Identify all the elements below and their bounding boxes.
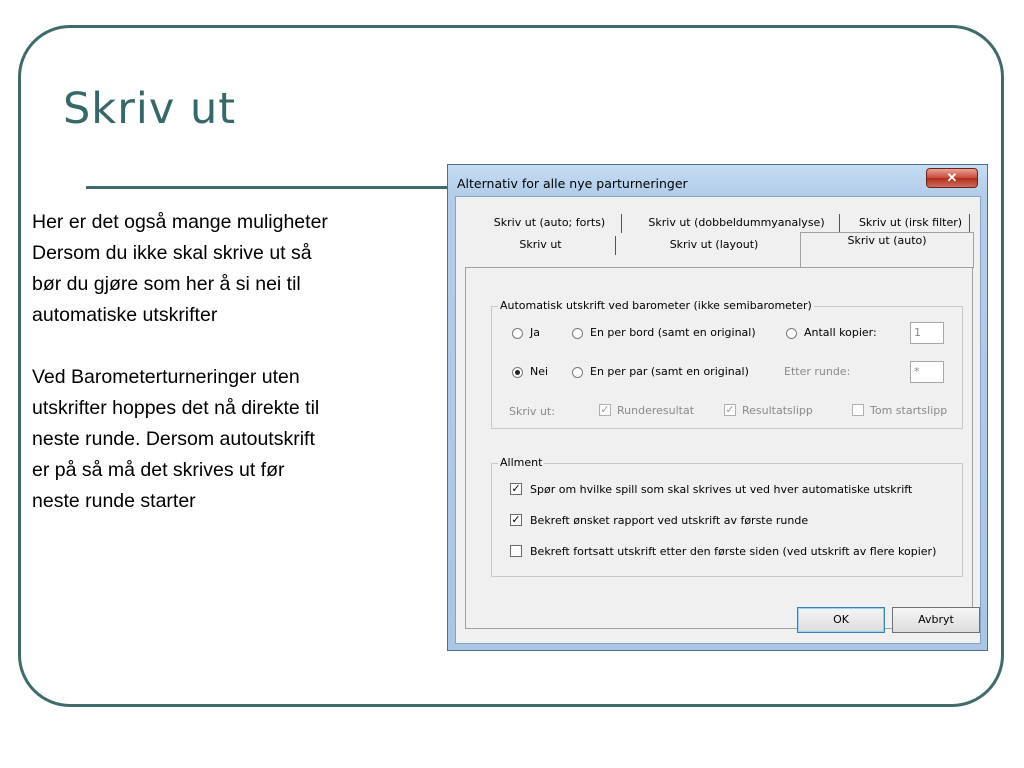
- radio-per-bord[interactable]: [572, 328, 583, 339]
- radio-per-par-label: En per par (samt en original): [590, 365, 749, 378]
- tab-auto[interactable]: Skriv ut (auto): [800, 232, 974, 268]
- auto-print-group: [491, 299, 963, 429]
- slide-body: [32, 207, 432, 548]
- text-line: Ved Barometerturneringer uten: [32, 366, 300, 388]
- skriv-ut-label: Skriv ut:: [509, 405, 555, 418]
- radio-per-bord-label: En per bord (samt en original): [590, 326, 756, 339]
- slide-title: Skriv ut: [63, 84, 237, 134]
- spor-spill-checkbox[interactable]: ✓: [511, 482, 521, 495]
- allment-group: [491, 456, 963, 577]
- etter-runde-input[interactable]: *: [910, 361, 944, 383]
- runderesultat-label: Runderesultat: [617, 404, 695, 417]
- auto-print-legend: Automatisk utskrift ved barometer (ikke semibarometer): [500, 299, 812, 312]
- bekreft-fortsatt-checkbox[interactable]: [510, 545, 522, 557]
- text-line: neste runde starter: [32, 490, 196, 512]
- options-dialog: [447, 164, 988, 651]
- runderesultat-checkbox[interactable]: ✓: [600, 403, 610, 416]
- spor-spill-label: Spør om hvilke spill som skal skrives ut ved hver automatiske utskrift: [530, 483, 913, 496]
- radio-ja[interactable]: [512, 328, 523, 339]
- resultatslipp-checkbox[interactable]: ✓: [725, 403, 735, 416]
- ok-button[interactable]: OK: [797, 607, 885, 633]
- text-line: automatiske utskrifter: [32, 304, 218, 326]
- antall-kopier-input[interactable]: 1: [910, 322, 944, 344]
- bekreft-rapport-label: Bekreft ønsket rapport ved utskrift av første runde: [530, 514, 809, 527]
- etter-runde-label: Etter runde:: [784, 365, 851, 378]
- text-line: er på så må det skrives ut før: [32, 459, 285, 481]
- tab-panel-auto: [465, 267, 973, 629]
- radio-nei-label: Nei: [530, 365, 549, 378]
- tab-layout[interactable]: Skriv ut (layout): [669, 238, 759, 251]
- allment-legend: Allment: [500, 456, 543, 469]
- text-line: utskrifter hoppes det nå direkte til: [32, 397, 320, 419]
- dialog-client: [455, 196, 981, 644]
- paragraph-2: [32, 362, 432, 517]
- tom-startslipp-label: Tom startslipp: [870, 404, 948, 417]
- text-line: neste runde. Dersom autoutskrift: [32, 428, 315, 450]
- tab-dobbeldummy[interactable]: Skriv ut (dobbeldummyanalyse): [634, 214, 840, 233]
- close-button[interactable]: [926, 168, 978, 188]
- tab-auto-forts[interactable]: Skriv ut (auto; forts): [478, 214, 622, 233]
- text-line: bør du gjøre som her å si nei til: [32, 273, 301, 295]
- radio-antall-kopier[interactable]: [786, 328, 797, 339]
- cancel-button[interactable]: Avbryt: [892, 607, 980, 633]
- tab-irsk-filter[interactable]: Skriv ut (irsk filter): [852, 214, 970, 233]
- radio-nei[interactable]: [512, 367, 523, 378]
- resultatslipp-label: Resultatslipp: [742, 404, 813, 417]
- dialog-title: Alternativ for alle nye parturneringer: [457, 176, 688, 191]
- radio-per-par[interactable]: [572, 367, 583, 378]
- tab-skriv-ut[interactable]: Skriv ut: [466, 236, 616, 255]
- bekreft-fortsatt-label: Bekreft fortsatt utskrift etter den første siden (ved utskrift av flere kopier): [530, 545, 937, 558]
- text-line: Her er det også mange muligheter: [32, 211, 328, 233]
- bekreft-rapport-checkbox[interactable]: ✓: [511, 513, 521, 526]
- text-line: Dersom du ikke skal skrive ut så: [32, 242, 312, 264]
- paragraph-1: [32, 207, 432, 331]
- tom-startslipp-checkbox[interactable]: [852, 404, 864, 416]
- title-divider: [86, 186, 452, 189]
- radio-antall-kopier-label: Antall kopier:: [804, 326, 877, 339]
- close-icon: ✕: [946, 170, 958, 185]
- radio-ja-label: Ja: [530, 326, 540, 339]
